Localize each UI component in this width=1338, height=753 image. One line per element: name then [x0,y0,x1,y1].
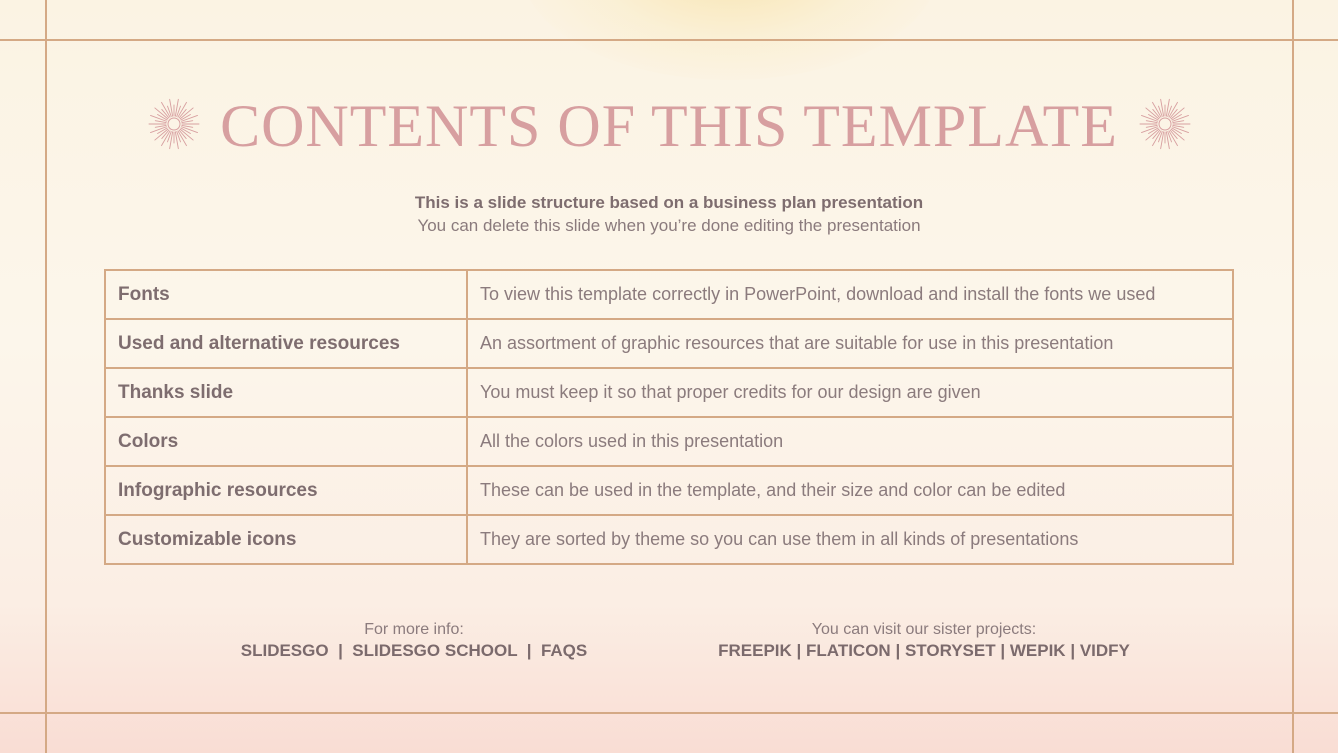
footer-sister-projects-label: You can visit our sister projects: [811,621,1037,638]
table-row [105,466,1233,515]
link-faqs[interactable]: FAQS [540,641,588,660]
row-description: You must keep it so that proper credits for our design are given [467,368,1233,417]
footer-more-info [214,620,614,662]
title-row [0,88,1338,168]
link-separator: | [796,641,802,660]
row-description: An assortment of graphic resources that are suitable for use in this presentation [467,319,1233,368]
row-description: To view this template correctly in PowerPoint, download and install the fonts we used [467,270,1233,319]
table-row [105,270,1233,319]
link-separator: | [1000,641,1006,660]
link-freepik[interactable]: FREEPIK [718,641,792,660]
link-separator: | [338,641,343,660]
subtitle-bold: This is a slide structure based on a business plan presentation [414,193,924,212]
table-row [105,417,1233,466]
link-separator: | [526,641,532,660]
row-description: These can be used in the template, and their size and color can be edited [467,466,1233,515]
sunburst-icon [1139,98,1191,150]
row-label: Fonts [105,270,467,319]
row-label: Colors [105,417,467,466]
link-slidesgo-school[interactable]: SLIDESGO SCHOOL [352,641,518,660]
footer-more-info-label: For more info: [364,621,464,638]
table-row [105,515,1233,564]
link-flaticon[interactable]: FLATICON [806,641,891,660]
frame-line-bottom [0,712,1338,714]
link-vidfy[interactable]: VIDFY [1079,641,1130,660]
row-label: Customizable icons [105,515,467,564]
subtitle: You can delete this slide when you’re done editing the presentation [417,216,921,235]
link-slidesgo[interactable]: SLIDESGO [240,641,329,660]
row-description: They are sorted by theme so you can use them in all kinds of presentations [467,515,1233,564]
link-storyset[interactable]: STORYSET [904,641,996,660]
frame-line-top [0,39,1338,41]
row-description: All the colors used in this presentation [467,417,1233,466]
page-title: CONTENTS OF THIS TEMPLATE [220,93,1118,159]
footer-sister-projects-links [674,640,1174,662]
row-label: Infographic resources [105,466,467,515]
table-row [105,319,1233,368]
footer-sister-projects [674,620,1174,662]
footer-more-info-links [214,640,614,662]
link-separator: | [1070,641,1076,660]
link-separator: | [895,641,901,660]
row-label: Thanks slide [105,368,467,417]
link-wepik[interactable]: WEPIK [1009,641,1066,660]
row-label: Used and alternative resources [105,319,467,368]
table-row [105,368,1233,417]
contents-table [104,269,1234,565]
